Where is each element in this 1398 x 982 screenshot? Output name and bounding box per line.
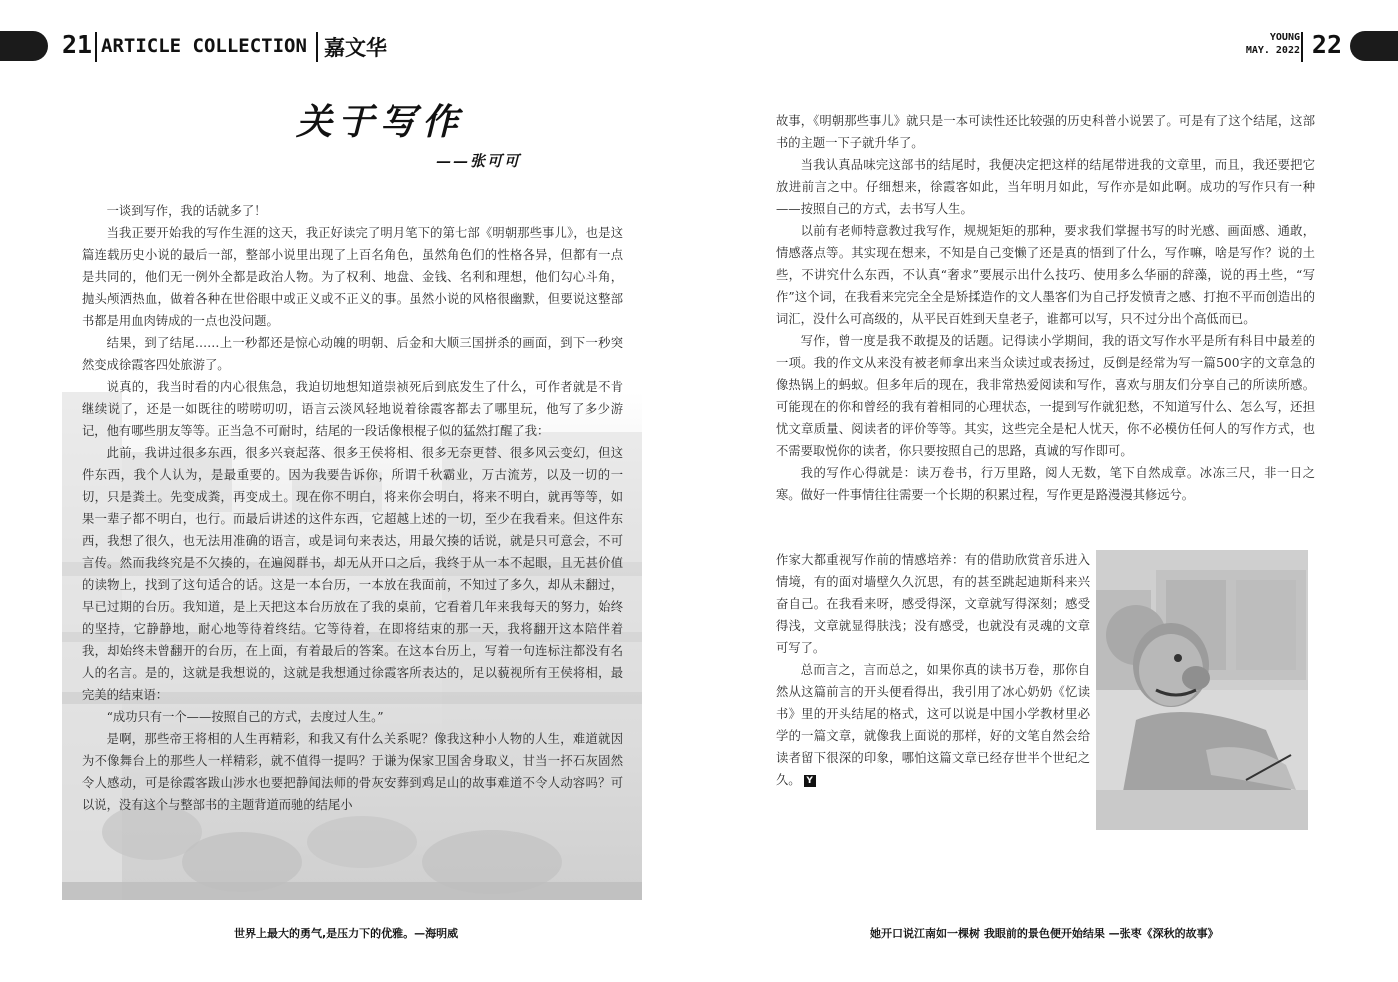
footer-quote-right: 她开口说江南如一棵树 我眼前的景色便开始结果 —张枣《深秋的故事》 [870, 927, 1219, 940]
paragraph: 当我认真品味完这部书的结尾时，我便决定把这样的结尾带进我的文章里，而且，我还要把它放进前言之中。仔细想来，徐霞客如此，当年明月如此，写作亦是如此啊。成功的写作只有一种——按照自己的方式，去书写人生。 [776, 158, 1315, 216]
paragraph: 故事，《明朝那些事儿》就只是一本可读性还比较强的历史科普小说罢了。可是有了这个结尾，这部书的主题一下子就升华了。 [776, 114, 1315, 150]
header-divider [95, 32, 97, 62]
closing-text: 总而言之，言而总之，如果你真的读书万卷，那你自然从这篇前言的开头便看得出，我引用了冰心奶奶《忆读书》里的开头结尾的格式，这可以说是中国小学教材里必学的一篇文章，就像我上面说的那样，好的文笔自然会给读者留下很深的印象，哪怕这篇文章已经存世半个世纪之久。 [776, 663, 1090, 787]
paragraph: 当我正要开始我的写作生涯的这天，我正好读完了明月笔下的第七部《明朝那些事儿》，也是这篇连载历史小说的最后一部，整部小说里出现了上百名角色，虽然角色们的性格各异，但都有一点是共同的，他们无一例外全都是政治人物。为了权利、地盘、金钱、名利和理想，他们勾心斗角，抛头颅洒热血，做着各种在世俗眼中或正义或不正义的事。虽然小说的风格很幽默，但要说这整部书都是用血肉铸成的一点也没问题。 [82, 226, 623, 328]
right-page-wrapped-text [776, 549, 1090, 791]
left-page-text [82, 200, 623, 816]
end-mark: Y [804, 775, 816, 787]
brand-label: YOUNG [1269, 32, 1300, 43]
paragraph: 我的写作心得就是：读万卷书，行万里路，阅人无数，笔下自然成章。冰冻三尺，非一日之寒。做好一件事情往往需要一个长期的积累过程，写作更是路漫漫其修远兮。 [776, 466, 1315, 502]
issue-info [1246, 31, 1300, 57]
right-tab-decoration [1350, 31, 1398, 61]
illustration-writer [1096, 550, 1308, 830]
article-author: ——张可可 [436, 152, 522, 170]
footer-quote-left: 世界上最大的勇气,是压力下的优雅。—海明威 [234, 927, 459, 940]
paragraph: 是啊，那些帝王将相的人生再精彩，和我又有什么关系呢？像我这种小人物的人生，难道就因为不像舞台上的那些人一样精彩，就不值得一提吗？于谦为保家卫国舍身取义，甘当一抔石灰固然令人感动，可是徐霞客跋山涉水也要把静闻法师的骨灰安葬到鸡足山的故事难道不令人动容吗？可以说，没有这个与整部书的主题背道而驰的结尾小 [82, 732, 623, 812]
paragraph: 作家大都重视写作前的情感培养：有的借助欣赏音乐进入情境，有的面对墙壁久久沉思，有的甚至跳起迪斯科来兴奋自己。在我看来呀，感受得深，文章就写得深刻；感受得浅，文章就显得肤浅；没有感受，也就没有灵魂的文章可写了。 [776, 553, 1090, 655]
closing-paragraph [776, 659, 1090, 791]
paragraph: 以前有老师特意教过我写作，规规矩矩的那种，要求我们掌握书写的时光感、画面感、通敢，情感落点等。其实现在想来，不知是自己变懒了还是真的悟到了什么，写作嘛，啥是写作？说的土些，不讲究什么东西，不认真“奢求”要展示出什么技巧、使用多么华丽的辞藻，说的再土些，“写作”这个词，在我看来完完全全是矫揉造作的文人墨客们为自己抒发愤青之感、打抱不平而创造出的词汇，没什么可高级的，从平民百姓到天皇老子，谁都可以写，只不过分出个高低而已。 [776, 224, 1315, 326]
header-divider [316, 32, 318, 62]
header-divider [1301, 32, 1303, 62]
paragraph: 写作，曾一度是我不敢提及的话题。记得读小学期间，我的语文写作水平是所有科目中最差的一项。我的作文从来没有被老师拿出来当众读过或表扬过，反倒是经常为写一篇500字的文章急的像热锅上的蚂蚁。但多年后的现在，我非常热爱阅读和写作，喜欢与朋友们分享自己的所读所感。可能现在的你和曾经的我有着相同的心理状态，一提到写作就犯愁，不知道写什么、怎么写，还担忧文章质量、阅读者的评价等等。其实，这些完全是杞人忧天，你不必模仿任何人的写作方式，也不需要取悦你的读者，你只要按照自己的思路，真诚的写作即可。 [776, 334, 1315, 458]
paragraph: 一谈到写作，我的话就多了！ [106, 204, 267, 218]
left-page-number: 21 [62, 30, 93, 59]
section-title: ARTICLE COLLECTION [101, 35, 307, 57]
quote-paragraph: “成功只有一个——按照自己的方式，去度过人生。” [106, 710, 384, 724]
paragraph: 此前，我讲过很多东西，很多兴衰起落、很多王侯将相、很多无奈更替、很多风云变幻，但这件东西，我个人认为，是最重要的。因为我要告诉你，所谓千秋霸业，万古流芳，以及一切的一切，只是粪土。先变成粪，再变成土。现在你不明白，将来你会明白，将来不明白，就再等等，如果一辈子都不明白，也行。而最后讲述的这件东西，它超越上述的一切，至少在我看来。但这件东西，我想了很久，也无法用准确的语言，或是词句来表达，用最欠揍的话说，就是只可意会，不可言传。然而我终究是不欠揍的，在遍阅群书，却无从开口之后，我终于从一本不起眼，且无甚价值的读物上，找到了这句适合的话。这是一本台历，一本放在我面前，不知过了多久，却从未翻过，早已过期的台历。我知道，是上天把这本台历放在了我的桌前，它看着几年来我每天的努力，始终的坚持，它静静地，耐心地等待着终结。它等待着，在即将结束的那一天，我将翻开这本陪伴着我，却始终未曾翻开的台历，在上面，有着最后的答案。在这本台历上，写着一句连标注都没有名人的名言。是的，这就是我想说的，这就是我想通过徐霞客所表达的，足以藐视所有王侯将相，最完美的结束语： [82, 446, 623, 702]
paragraph: 说真的，我当时看的内心很焦急，我迫切地想知道崇祯死后到底发生了什么，可作者就是不肯继续说了，还是一如既往的唠唠叨叨，语言云淡风轻地说着徐霞客都去了哪里玩，他写了多少游记，他有哪些朋友等等。正当急不可耐时，结尾的一段话像根棍子似的猛然打醒了我： [82, 380, 623, 438]
magazine-name: 嘉文华 [324, 36, 387, 60]
left-tab-decoration [0, 31, 48, 61]
issue-date: MAY. 2022 [1245, 45, 1300, 56]
right-page-text [776, 110, 1315, 506]
right-page-number: 22 [1311, 30, 1342, 59]
article-title: 关于写作 [296, 101, 465, 143]
paragraph: 结果，到了结尾……上一秒都还是惊心动魄的明朝、后金和大顺三国拼杀的画面，到下一秒突然变成徐霞客四处旅游了。 [82, 336, 623, 372]
